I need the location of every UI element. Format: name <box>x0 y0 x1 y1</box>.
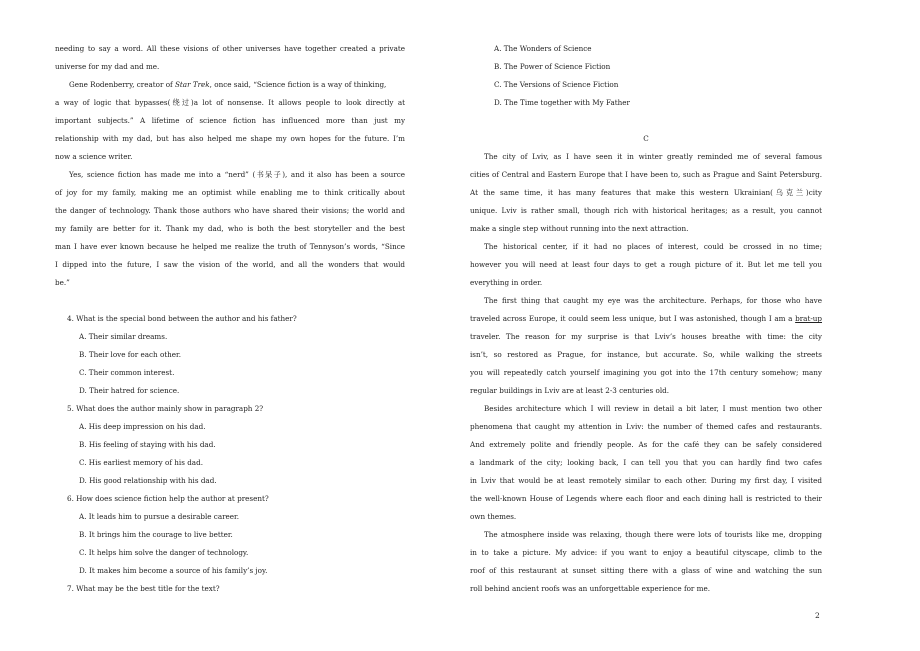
text-line: however you will need at least four days to get a rough picture of it. But let me tell you <box>470 260 822 269</box>
answer-option: D. His good relationship with his dad. <box>79 476 217 485</box>
answer-option: B. It brings him the courage to live better. <box>79 530 233 539</box>
text-line: Besides architecture which I will review in detail a bit later, I must mention two other <box>484 404 822 413</box>
text-line: in to take a picture. My advice: if you want to enjoy a beautiful cityscape, climb to the <box>470 548 822 557</box>
text-line: Gene Rodenberry, creator of Star Trek, once said, “Science fiction is a way of thinking, <box>69 80 387 89</box>
answer-option: C. His earliest memory of his dad. <box>79 458 203 467</box>
text-line: a way of logic that bypasses(绕过)a lot of nonsense. It allows people to look directly at <box>55 98 405 107</box>
question-4 <box>55 310 405 400</box>
text-line: man I have ever known because he helped me realize the truth of Tennyson’s words, “Since <box>55 242 405 251</box>
right-column <box>470 40 822 598</box>
question-stem: 7. What may be the best title for the text? <box>67 584 220 593</box>
text-line: everything in order. <box>470 278 543 287</box>
passage-c-paragraph-2 <box>470 238 822 292</box>
answer-option: C. The Versions of Science Fiction <box>494 80 619 89</box>
text-line: Yes, science fiction has made me into a “nerd” (书呆子), and it also has been a source <box>69 170 405 179</box>
answer-option: C. Their common interest. <box>79 368 175 377</box>
question-stem: 5. What does the author mainly show in paragraph 2? <box>67 404 264 413</box>
answer-option: D. The Time together with My Father <box>494 98 630 107</box>
text-line: be.” <box>55 278 70 287</box>
text-line: of joy for my family, making me an optimist while enabling me to think critically about <box>55 188 405 197</box>
question-6 <box>55 490 405 580</box>
text-line: unique. Lviv is rather small, though rich with historical heritages; as a result, you cannot <box>470 206 822 215</box>
text-line: The historical center, if it had no places of interest, could be crossed in no time; <box>484 242 822 251</box>
answer-option: B. The Power of Science Fiction <box>494 62 611 71</box>
passage-c-paragraph-4 <box>470 400 822 526</box>
text-line: a landmark of the city; looking back, I can tell you that you can hardly find two cafes <box>470 458 822 467</box>
text-line: my family are better for it. Thank my dad, who is both the best storyteller and the best <box>55 224 405 233</box>
text-line: own themes. <box>470 512 517 521</box>
question-7-options <box>470 40 822 112</box>
text-line: The city of Lviv, as I have seen it in winter greatly reminded me of several famous <box>484 152 822 161</box>
text-line: roof of this restaurant at sunset sitting there with a glass of wine and watching the sun <box>470 566 822 575</box>
passage-c-paragraph-3 <box>470 292 822 400</box>
text-line: universe for my dad and me. <box>55 62 160 71</box>
text-line: traveler. The reason for my surprise is that Lviv’s houses breathe with time: the city <box>470 332 822 341</box>
text-line: At the same time, it has many features that make this western Ukrainian(乌克兰)city <box>470 188 822 197</box>
text-line: make a single step without running into the next attraction. <box>470 224 689 233</box>
answer-option: C. It helps him solve the danger of technology. <box>79 548 249 557</box>
text-line: traveled across Europe, it could seem less unique, but I was astonished, though I am a brat-up <box>470 314 822 323</box>
text-line: phenomena that caught my attention in Lviv: the number of themed cafes and restaurants. <box>470 422 822 431</box>
left-column <box>55 40 405 598</box>
text-line: the danger of technology. Thank those authors who have shared their visions; the world and <box>55 206 405 215</box>
text-line: The atmosphere inside was relaxing, though there were lots of tourists like me, dropping <box>484 530 822 539</box>
passage-c-paragraph-5 <box>470 526 822 598</box>
text-line: roll behind ancient roofs was an unforgettable experience for me. <box>470 584 711 593</box>
answer-option: A. His deep impression on his dad. <box>79 422 206 431</box>
section-heading: C <box>643 134 649 143</box>
question-7 <box>55 580 405 598</box>
text-line: regular buildings in Lviv are at least 2-3 centuries old. <box>470 386 670 395</box>
text-line: you will repeatedly catch yourself imagining you got into the 17th century somehow; many <box>470 368 822 377</box>
text-line: important subjects.” A lifetime of science fiction has influenced more than just my <box>55 116 405 125</box>
answer-option: D. Their hatred for science. <box>79 386 180 395</box>
text-line: cities of Central and Eastern Europe that I have been to, such as Prague and Saint Petersburg. <box>470 170 822 179</box>
question-stem: 6. How does science fiction help the author at present? <box>67 494 269 503</box>
answer-option: D. It makes him become a source of his family’s joy. <box>79 566 268 575</box>
answer-option: B. His feeling of staying with his dad. <box>79 440 216 449</box>
paragraph-1 <box>55 40 405 76</box>
text-line: isn’t, so restored as Prague, for instance, but accurate. So, while walking the streets <box>470 350 822 359</box>
text-line: And extremely polite and friendly people. As for the café they can be safely considered <box>470 440 822 449</box>
answer-option: A. It leads him to pursue a desirable career. <box>79 512 239 521</box>
paragraph-3 <box>55 166 405 292</box>
answer-option: A. Their similar dreams. <box>79 332 168 341</box>
text-line: The first thing that caught my eye was the architecture. Perhaps, for those who have <box>484 296 822 305</box>
text-line: in Lviv that would be at least remotely similar to each other. During my first day, I visited <box>470 476 822 485</box>
text-line: now a science writer. <box>55 152 133 161</box>
answer-option: B. Their love for each other. <box>79 350 181 359</box>
text-line: needing to say a word. All these visions of other universes have together created a private <box>55 44 405 53</box>
page-number: 2 <box>815 611 820 620</box>
text-line: the well-known House of Legends where each floor and each dining hall is restricted to their <box>470 494 822 503</box>
text-line: I dipped into the future, I saw the vision of the world, and all the wonders that would <box>55 260 405 269</box>
question-5 <box>55 400 405 490</box>
text-line: relationship with my dad, but has also helped me shape my own hopes for the future. I’m <box>55 134 405 143</box>
paragraph-2 <box>55 76 405 166</box>
passage-c-paragraph-1 <box>470 148 822 238</box>
question-stem: 4. What is the special bond between the author and his father? <box>67 314 297 323</box>
answer-option: A. The Wonders of Science <box>494 44 592 53</box>
